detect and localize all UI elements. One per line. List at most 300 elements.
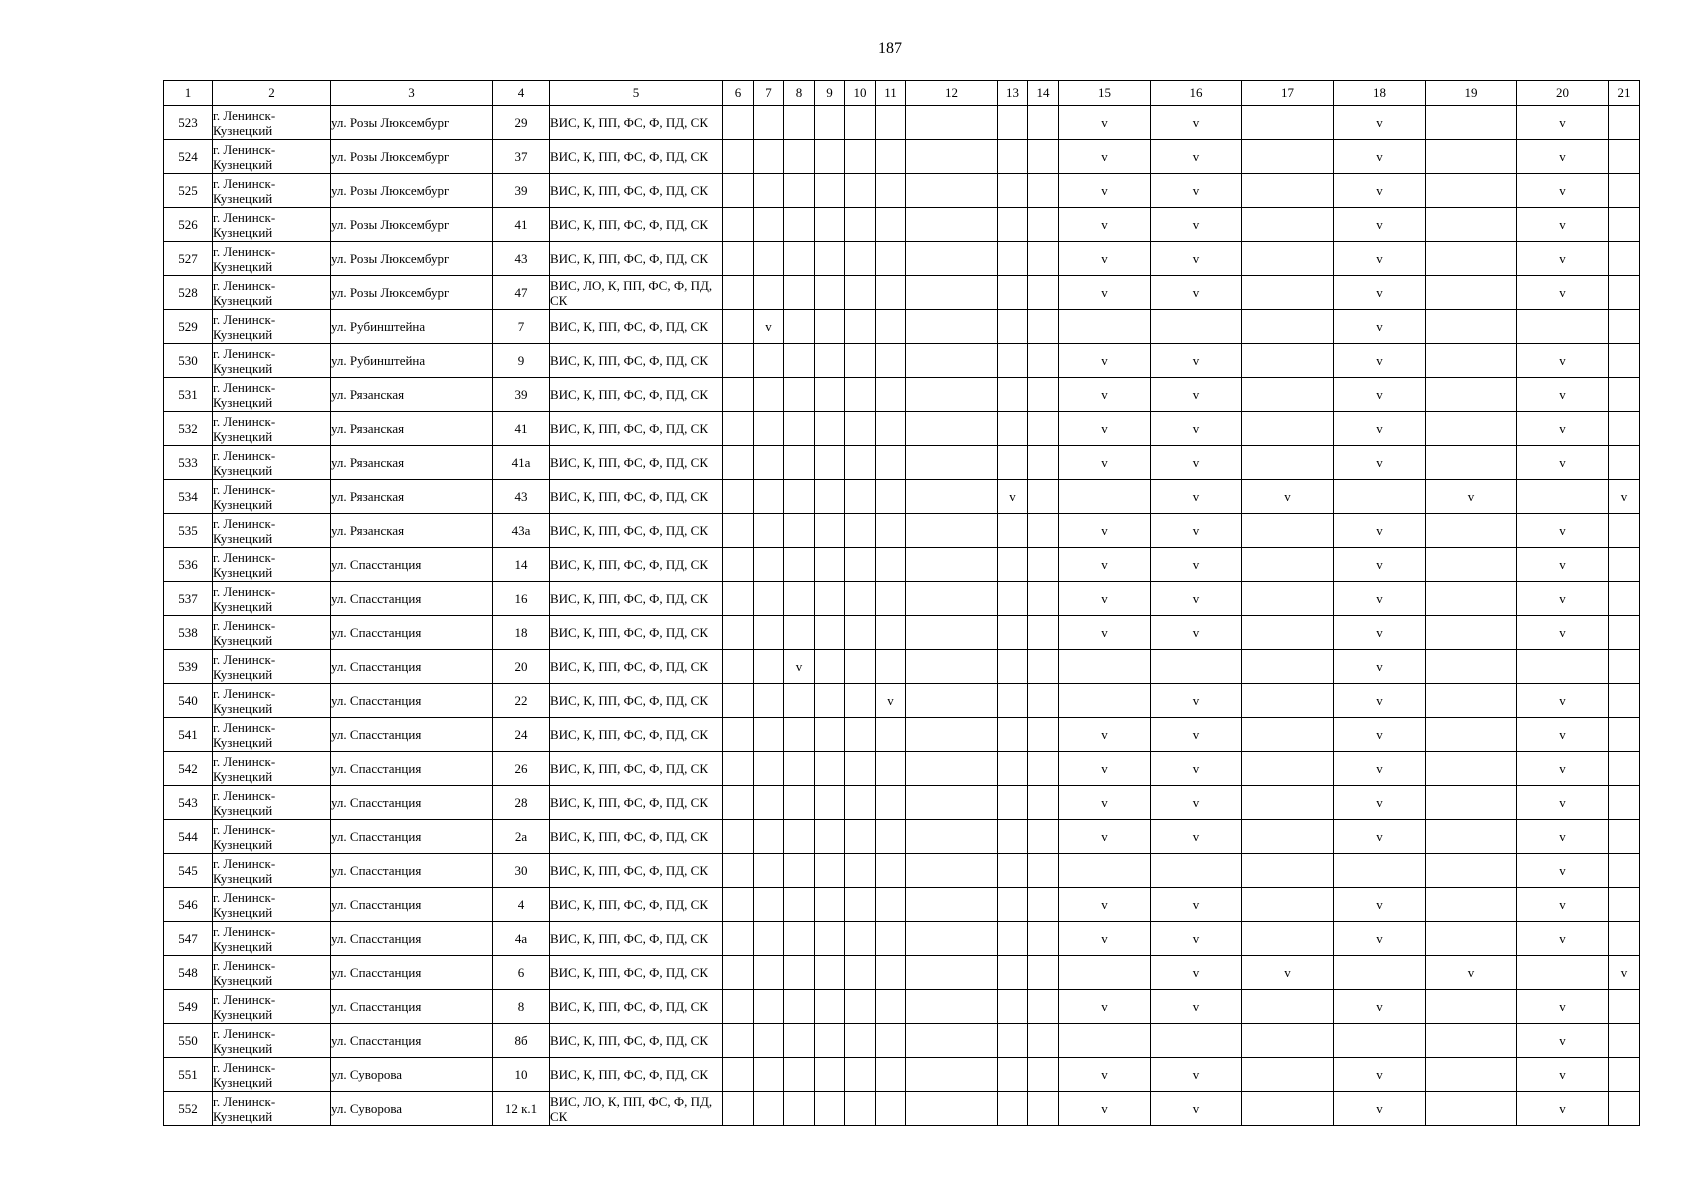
mark-cell-col-17: [1242, 106, 1334, 140]
mark-cell-col-7: [754, 514, 784, 548]
city-cell: г. Ленинск-Кузнецкий: [213, 888, 331, 922]
check-mark: v: [1376, 148, 1383, 164]
table-row: [164, 650, 1640, 684]
mark-cell-col-8: [784, 412, 815, 446]
mark-cell-col-15: [1059, 752, 1151, 786]
mark-cell-col-21: [1609, 412, 1640, 446]
mark-cell-col-12: [906, 650, 998, 684]
street-cell: ул. Розы Люксембург: [331, 106, 493, 140]
mark-cell-col-14: [1028, 242, 1059, 276]
mark-cell-col-10: [845, 276, 876, 310]
mark-cell-col-10: [845, 446, 876, 480]
check-mark: v: [1376, 760, 1383, 776]
check-mark: v: [1101, 590, 1108, 606]
house-cell: 20: [493, 650, 550, 684]
column-header: 11: [876, 81, 906, 106]
mark-cell-col-19: [1426, 718, 1517, 752]
mark-cell-col-20: [1517, 548, 1609, 582]
mark-cell-col-8: [784, 922, 815, 956]
mark-cell-col-12: [906, 412, 998, 446]
mark-cell-col-8: [784, 820, 815, 854]
check-mark: v: [1376, 182, 1383, 198]
mark-cell-col-20: [1517, 1024, 1609, 1058]
check-mark: v: [1376, 1066, 1383, 1082]
mark-cell-col-16: [1151, 412, 1242, 446]
mark-cell-col-21: [1609, 650, 1640, 684]
mark-cell-col-11: [876, 242, 906, 276]
mark-cell-col-8: [784, 1058, 815, 1092]
mark-cell-col-11: [876, 1092, 906, 1126]
check-mark: v: [1192, 216, 1200, 232]
mark-cell-col-15: [1059, 854, 1151, 888]
city-cell: г. Ленинск-Кузнецкий: [213, 276, 331, 310]
mark-cell-col-19: [1426, 106, 1517, 140]
house-cell: 14: [493, 548, 550, 582]
check-mark: v: [1284, 488, 1291, 504]
mark-cell-col-21: [1609, 446, 1640, 480]
check-mark: v: [1101, 828, 1108, 844]
mark-cell-col-6: [723, 888, 754, 922]
mark-cell-col-13: [998, 480, 1028, 514]
mark-cell-col-18: [1334, 208, 1426, 242]
mark-cell-col-12: [906, 446, 998, 480]
table-row: [164, 276, 1640, 310]
table-row: [164, 956, 1640, 990]
types-cell: ВИС, К, ПП, ФС, Ф, ПД, СК: [550, 208, 723, 242]
mark-cell-col-13: [998, 616, 1028, 650]
mark-cell-col-11: [876, 786, 906, 820]
types-cell: ВИС, К, ПП, ФС, Ф, ПД, СК: [550, 174, 723, 208]
mark-cell-col-13: [998, 888, 1028, 922]
mark-cell-col-17: [1242, 990, 1334, 1024]
mark-cell-col-20: [1517, 276, 1609, 310]
column-header: 19: [1426, 81, 1517, 106]
mark-cell-col-16: [1151, 208, 1242, 242]
types-cell: ВИС, К, ПП, ФС, Ф, ПД, СК: [550, 140, 723, 174]
check-mark: v: [1192, 352, 1200, 368]
check-mark: v: [1101, 352, 1108, 368]
check-mark: v: [887, 692, 894, 708]
mark-cell-col-21: [1609, 888, 1640, 922]
mark-cell-col-15: [1059, 718, 1151, 752]
mark-cell-col-20: [1517, 752, 1609, 786]
mark-cell-col-13: [998, 1024, 1028, 1058]
check-mark: v: [1192, 1066, 1200, 1082]
mark-cell-col-16: [1151, 854, 1242, 888]
check-mark: v: [1101, 420, 1108, 436]
check-mark: v: [1376, 250, 1383, 266]
mark-cell-col-17: [1242, 582, 1334, 616]
house-cell: 43: [493, 480, 550, 514]
table-row: [164, 820, 1640, 854]
check-mark: v: [1559, 726, 1566, 742]
check-mark: v: [1101, 386, 1108, 402]
mark-cell-col-20: [1517, 718, 1609, 752]
house-cell: 9: [493, 344, 550, 378]
mark-cell-col-21: [1609, 174, 1640, 208]
types-cell: ВИС, К, ПП, ФС, Ф, ПД, СК: [550, 752, 723, 786]
mark-cell-col-6: [723, 718, 754, 752]
column-header: 7: [754, 81, 784, 106]
row-number-cell: 532: [164, 412, 213, 446]
house-cell: 8: [493, 990, 550, 1024]
mark-cell-col-17: [1242, 378, 1334, 412]
mark-cell-col-9: [815, 480, 845, 514]
mark-cell-col-7: [754, 208, 784, 242]
check-mark: v: [1009, 488, 1016, 504]
check-mark: v: [1101, 998, 1108, 1014]
check-mark: v: [1559, 386, 1566, 402]
mark-cell-col-17: [1242, 684, 1334, 718]
mark-cell-col-7: [754, 412, 784, 446]
check-mark: v: [765, 318, 772, 334]
mark-cell-col-6: [723, 548, 754, 582]
mark-cell-col-15: [1059, 514, 1151, 548]
mark-cell-col-16: [1151, 344, 1242, 378]
mark-cell-col-12: [906, 174, 998, 208]
column-header: 21: [1609, 81, 1640, 106]
mark-cell-col-16: [1151, 1092, 1242, 1126]
row-number-cell: 524: [164, 140, 213, 174]
house-cell: 39: [493, 378, 550, 412]
mark-cell-col-15: [1059, 990, 1151, 1024]
mark-cell-col-13: [998, 922, 1028, 956]
mark-cell-col-18: [1334, 650, 1426, 684]
mark-cell-col-9: [815, 242, 845, 276]
types-cell: ВИС, ЛО, К, ПП, ФС, Ф, ПД, СК: [550, 276, 723, 310]
mark-cell-col-15: [1059, 820, 1151, 854]
street-cell: ул. Розы Люксембург: [331, 208, 493, 242]
check-mark: v: [1559, 284, 1566, 300]
check-mark: v: [1101, 760, 1108, 776]
mark-cell-col-7: [754, 1092, 784, 1126]
mark-cell-col-21: [1609, 480, 1640, 514]
check-mark: v: [1101, 114, 1108, 130]
mark-cell-col-20: [1517, 446, 1609, 480]
check-mark: v: [1101, 1100, 1108, 1116]
street-cell: ул. Рязанская: [331, 514, 493, 548]
mark-cell-col-17: [1242, 956, 1334, 990]
mark-cell-col-6: [723, 174, 754, 208]
mark-cell-col-11: [876, 752, 906, 786]
check-mark: v: [1376, 828, 1383, 844]
house-cell: 43: [493, 242, 550, 276]
check-mark: v: [1559, 182, 1566, 198]
mark-cell-col-21: [1609, 956, 1640, 990]
mark-cell-col-8: [784, 990, 815, 1024]
mark-cell-col-20: [1517, 310, 1609, 344]
mark-cell-col-20: [1517, 684, 1609, 718]
city-cell: г. Ленинск-Кузнецкий: [213, 684, 331, 718]
mark-cell-col-15: [1059, 684, 1151, 718]
mark-cell-col-19: [1426, 446, 1517, 480]
mark-cell-col-12: [906, 242, 998, 276]
check-mark: v: [1192, 488, 1200, 504]
mark-cell-col-17: [1242, 752, 1334, 786]
mark-cell-col-19: [1426, 412, 1517, 446]
mark-cell-col-11: [876, 412, 906, 446]
mark-cell-col-11: [876, 174, 906, 208]
house-cell: 4а: [493, 922, 550, 956]
mark-cell-col-6: [723, 344, 754, 378]
row-number-cell: 550: [164, 1024, 213, 1058]
check-mark: v: [1559, 692, 1566, 708]
mark-cell-col-8: [784, 650, 815, 684]
row-number-cell: 551: [164, 1058, 213, 1092]
check-mark: v: [1559, 998, 1566, 1014]
street-cell: ул. Спасстанция: [331, 854, 493, 888]
mark-cell-col-14: [1028, 1024, 1059, 1058]
mark-cell-col-12: [906, 378, 998, 412]
mark-cell-col-14: [1028, 752, 1059, 786]
street-cell: ул. Спасстанция: [331, 820, 493, 854]
mark-cell-col-17: [1242, 820, 1334, 854]
check-mark: v: [1376, 1100, 1383, 1116]
street-cell: ул. Спасстанция: [331, 548, 493, 582]
mark-cell-col-21: [1609, 820, 1640, 854]
check-mark: v: [1192, 794, 1200, 810]
table-row: [164, 106, 1640, 140]
mark-cell-col-18: [1334, 786, 1426, 820]
mark-cell-col-20: [1517, 888, 1609, 922]
check-mark: v: [1559, 794, 1566, 810]
city-cell: г. Ленинск-Кузнецкий: [213, 854, 331, 888]
mark-cell-col-10: [845, 718, 876, 752]
mark-cell-col-6: [723, 990, 754, 1024]
mark-cell-col-10: [845, 582, 876, 616]
mark-cell-col-7: [754, 820, 784, 854]
mark-cell-col-17: [1242, 650, 1334, 684]
mark-cell-col-9: [815, 990, 845, 1024]
mark-cell-col-13: [998, 1058, 1028, 1092]
mark-cell-col-11: [876, 922, 906, 956]
row-number-cell: 529: [164, 310, 213, 344]
mark-cell-col-11: [876, 990, 906, 1024]
mark-cell-col-14: [1028, 480, 1059, 514]
mark-cell-col-18: [1334, 310, 1426, 344]
column-header: 18: [1334, 81, 1426, 106]
mark-cell-col-20: [1517, 922, 1609, 956]
mark-cell-col-20: [1517, 480, 1609, 514]
mark-cell-col-21: [1609, 378, 1640, 412]
check-mark: v: [1101, 794, 1108, 810]
mark-cell-col-17: [1242, 174, 1334, 208]
mark-cell-col-15: [1059, 1092, 1151, 1126]
mark-cell-col-7: [754, 378, 784, 412]
check-mark: v: [795, 658, 803, 674]
check-mark: v: [1559, 250, 1566, 266]
check-mark: v: [1559, 1032, 1566, 1048]
check-mark: v: [1192, 624, 1200, 640]
city-cell: г. Ленинск-Кузнецкий: [213, 378, 331, 412]
table-row: [164, 310, 1640, 344]
mark-cell-col-7: [754, 344, 784, 378]
mark-cell-col-14: [1028, 922, 1059, 956]
house-cell: 30: [493, 854, 550, 888]
mark-cell-col-11: [876, 582, 906, 616]
house-cell: 2а: [493, 820, 550, 854]
mark-cell-col-20: [1517, 1092, 1609, 1126]
mark-cell-col-6: [723, 378, 754, 412]
mark-cell-col-13: [998, 990, 1028, 1024]
mark-cell-col-12: [906, 1058, 998, 1092]
mark-cell-col-18: [1334, 718, 1426, 752]
mark-cell-col-20: [1517, 378, 1609, 412]
house-cell: 16: [493, 582, 550, 616]
mark-cell-col-14: [1028, 310, 1059, 344]
check-mark: v: [1559, 896, 1566, 912]
table-row: [164, 174, 1640, 208]
mark-cell-col-13: [998, 174, 1028, 208]
mark-cell-col-21: [1609, 786, 1640, 820]
mark-cell-col-7: [754, 480, 784, 514]
types-cell: ВИС, ЛО, К, ПП, ФС, Ф, ПД, СК: [550, 1092, 723, 1126]
types-cell: ВИС, К, ПП, ФС, Ф, ПД, СК: [550, 718, 723, 752]
table-row: [164, 480, 1640, 514]
mark-cell-col-15: [1059, 242, 1151, 276]
mark-cell-col-16: [1151, 820, 1242, 854]
mark-cell-col-14: [1028, 378, 1059, 412]
mark-cell-col-13: [998, 140, 1028, 174]
mark-cell-col-16: [1151, 956, 1242, 990]
check-mark: v: [1376, 114, 1383, 130]
city-cell: г. Ленинск-Кузнецкий: [213, 310, 331, 344]
mark-cell-col-8: [784, 514, 815, 548]
mark-cell-col-9: [815, 1058, 845, 1092]
mark-cell-col-19: [1426, 1092, 1517, 1126]
street-cell: ул. Рязанская: [331, 446, 493, 480]
mark-cell-col-17: [1242, 922, 1334, 956]
mark-cell-col-11: [876, 480, 906, 514]
city-cell: г. Ленинск-Кузнецкий: [213, 480, 331, 514]
mark-cell-col-7: [754, 650, 784, 684]
check-mark: v: [1376, 454, 1383, 470]
mark-cell-col-15: [1059, 1058, 1151, 1092]
check-mark: v: [1192, 454, 1200, 470]
mark-cell-col-16: [1151, 174, 1242, 208]
types-cell: ВИС, К, ПП, ФС, Ф, ПД, СК: [550, 922, 723, 956]
mark-cell-col-15: [1059, 650, 1151, 684]
check-mark: v: [1376, 794, 1383, 810]
street-cell: ул. Спасстанция: [331, 1024, 493, 1058]
city-cell: г. Ленинск-Кузнецкий: [213, 820, 331, 854]
mark-cell-col-7: [754, 1024, 784, 1058]
mark-cell-col-17: [1242, 412, 1334, 446]
column-header: 6: [723, 81, 754, 106]
mark-cell-col-12: [906, 140, 998, 174]
mark-cell-col-10: [845, 990, 876, 1024]
column-header: 16: [1151, 81, 1242, 106]
check-mark: v: [1559, 148, 1566, 164]
mark-cell-col-6: [723, 446, 754, 480]
mark-cell-col-10: [845, 310, 876, 344]
mark-cell-col-10: [845, 174, 876, 208]
mark-cell-col-12: [906, 548, 998, 582]
mark-cell-col-17: [1242, 310, 1334, 344]
check-mark: v: [1376, 998, 1383, 1014]
mark-cell-col-13: [998, 684, 1028, 718]
mark-cell-col-8: [784, 888, 815, 922]
city-cell: г. Ленинск-Кузнецкий: [213, 1058, 331, 1092]
mark-cell-col-13: [998, 344, 1028, 378]
mark-cell-col-6: [723, 650, 754, 684]
mark-cell-col-14: [1028, 582, 1059, 616]
mark-cell-col-19: [1426, 1058, 1517, 1092]
types-cell: ВИС, К, ПП, ФС, Ф, ПД, СК: [550, 412, 723, 446]
house-cell: 7: [493, 310, 550, 344]
mark-cell-col-20: [1517, 242, 1609, 276]
types-cell: ВИС, К, ПП, ФС, Ф, ПД, СК: [550, 514, 723, 548]
mark-cell-col-16: [1151, 990, 1242, 1024]
mark-cell-col-17: [1242, 854, 1334, 888]
mark-cell-col-10: [845, 1058, 876, 1092]
mark-cell-col-11: [876, 208, 906, 242]
types-cell: ВИС, К, ПП, ФС, Ф, ПД, СК: [550, 650, 723, 684]
mark-cell-col-9: [815, 820, 845, 854]
mark-cell-col-10: [845, 854, 876, 888]
mark-cell-col-15: [1059, 310, 1151, 344]
check-mark: v: [1376, 590, 1383, 606]
column-header: 5: [550, 81, 723, 106]
city-cell: г. Ленинск-Кузнецкий: [213, 242, 331, 276]
mark-cell-col-9: [815, 854, 845, 888]
mark-cell-col-8: [784, 582, 815, 616]
city-cell: г. Ленинск-Кузнецкий: [213, 650, 331, 684]
mark-cell-col-8: [784, 242, 815, 276]
mark-cell-col-16: [1151, 684, 1242, 718]
mark-cell-col-10: [845, 616, 876, 650]
mark-cell-col-11: [876, 548, 906, 582]
mark-cell-col-14: [1028, 854, 1059, 888]
mark-cell-col-9: [815, 888, 845, 922]
mark-cell-col-7: [754, 718, 784, 752]
mark-cell-col-16: [1151, 548, 1242, 582]
mark-cell-col-16: [1151, 106, 1242, 140]
city-cell: г. Ленинск-Кузнецкий: [213, 718, 331, 752]
mark-cell-col-19: [1426, 514, 1517, 548]
city-cell: г. Ленинск-Кузнецкий: [213, 412, 331, 446]
mark-cell-col-8: [784, 1092, 815, 1126]
house-cell: 43а: [493, 514, 550, 548]
house-cell: 10: [493, 1058, 550, 1092]
mark-cell-col-21: [1609, 1092, 1640, 1126]
mark-cell-col-6: [723, 208, 754, 242]
mark-cell-col-17: [1242, 480, 1334, 514]
table-row: [164, 786, 1640, 820]
mark-cell-col-8: [784, 752, 815, 786]
table-row: [164, 888, 1640, 922]
mark-cell-col-16: [1151, 752, 1242, 786]
mark-cell-col-10: [845, 412, 876, 446]
mark-cell-col-20: [1517, 174, 1609, 208]
table-row: [164, 412, 1640, 446]
street-cell: ул. Спасстанция: [331, 888, 493, 922]
row-number-cell: 537: [164, 582, 213, 616]
check-mark: v: [1376, 658, 1383, 674]
check-mark: v: [1376, 352, 1383, 368]
check-mark: v: [1376, 556, 1383, 572]
mark-cell-col-19: [1426, 888, 1517, 922]
check-mark: v: [1101, 896, 1108, 912]
street-cell: ул. Спасстанция: [331, 616, 493, 650]
mark-cell-col-17: [1242, 140, 1334, 174]
mark-cell-col-18: [1334, 888, 1426, 922]
mark-cell-col-8: [784, 480, 815, 514]
check-mark: v: [1101, 930, 1108, 946]
house-cell: 18: [493, 616, 550, 650]
mark-cell-col-21: [1609, 582, 1640, 616]
mark-cell-col-18: [1334, 106, 1426, 140]
